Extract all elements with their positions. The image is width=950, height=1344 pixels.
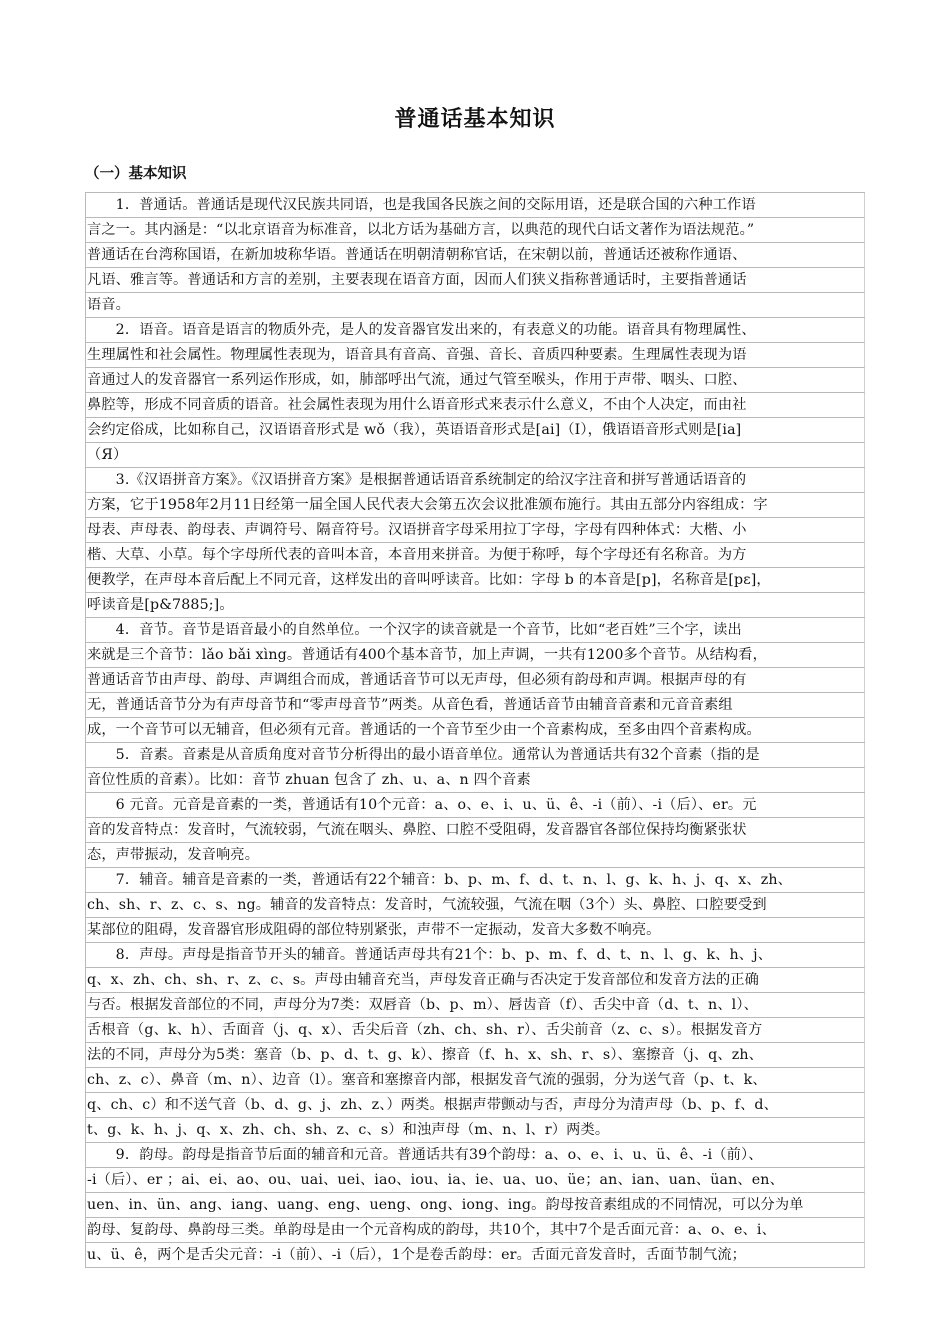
text-line: 5．音素。音素是从音质角度对音节分析得出的最小语音单位。通常认为普通话共有32个音素（指的是 [85, 743, 865, 768]
text-line: 便教学，在声母本音后配上不同元音，这样发出的音叫呼读音。比如：字母 b 的本音是[p]，名称音是[pɛ]， [85, 568, 865, 593]
text-line: u、ü、ê，两个是舌尖元音：-i（前）、-i（后），1个是卷舌韵母：er。舌面元音发音时，舌面节制气流； [85, 1243, 865, 1268]
paragraph-9 [85, 1142, 865, 1268]
paragraph-5 [85, 742, 865, 793]
text-line: 音的发音特点：发音时，气流较弱，气流在咽头、鼻腔、口腔不受阻碍，发音器官各部位保持均衡紧张状 [85, 818, 865, 843]
text-line: 成，一个音节可以无辅音，但必须有元音。普通话的一个音节至少由一个音素构成，至多由四个音素构成。 [85, 718, 865, 743]
text-line: 8．声母。声母是指音节开头的辅音。普通话声母共有21个：b、p、m、f、d、t、n、l、g、k、h、j、 [85, 943, 865, 968]
text-line: -i（后）、er ；ai、ei、ao、ou、uai、uei、iao、iou、ia、ie、ua、uo、üe；an、ian、uan、üan、en、 [85, 1168, 865, 1193]
text-line: 母表、声母表、韵母表、声调符号、隔音符号。汉语拼音字母采用拉丁字母，字母有四种体式：大楷、小 [85, 518, 865, 543]
text-line: 法的不同，声母分为5类：塞音（b、p、d、t、g、k）、擦音（f、h、x、sh、r、s）、塞擦音（j、q、zh、 [85, 1043, 865, 1068]
paragraph-3 [85, 467, 865, 618]
text-line: 楷、大草、小草。每个字母所代表的音叫本音，本音用来拼音。为便于称呼，每个字母还有名称音。为方 [85, 543, 865, 568]
text-line: ch、z、c）、鼻音（m、n）、边音（l）。塞音和塞擦音内部，根据发音气流的强弱，分为送气音（p、t、k、 [85, 1068, 865, 1093]
text-line: 来就是三个音节：lǎo bǎi xìng。普通话有400个基本音节，加上声调，一共有1200多个音节。从结构看， [85, 643, 865, 668]
text-line: 6 元音。元音是音素的一类，普通话有10个元音：a、o、e、i、u、ü、ê、-i（前）、-i（后）、er。元 [85, 793, 865, 818]
text-line: 音通过人的发音器官一系列运作形成，如，肺部呼出气流，通过气管至喉头，作用于声带、咽头、口腔、 [85, 368, 865, 393]
text-line: 音位性质的音素）。比如：音节 zhuan 包含了 zh、u、a、n 四个音素 [85, 768, 865, 793]
section-heading: （一）基本知识 [85, 165, 187, 182]
text-line: 与否。根据发音部位的不同，声母分为7类：双唇音（b、p、m）、唇齿音（f）、舌尖中音（d、t、n、l）、 [85, 993, 865, 1018]
text-line: 3.《汉语拼音方案》。《汉语拼音方案》是根据普通话语音系统制定的给汉字注音和拼写普通话语音的 [85, 468, 865, 493]
text-line: 4．音节。音节是语音最小的自然单位。一个汉字的读音就是一个音节，比如“老百姓”三个字，读出 [85, 618, 865, 643]
paragraph-4 [85, 617, 865, 743]
page-title: 普通话基本知识 [394, 106, 556, 132]
text-line: 无，普通话音节分为有声母音节和“零声母音节”两类。从音色看，普通话音节由辅音音素和元音音素组 [85, 693, 865, 718]
text-line: 韵母、复韵母、鼻韵母三类。单韵母是由一个元音构成的韵母，共10个，其中7个是舌面元音：a、o、e、i、 [85, 1218, 865, 1243]
text-line: 9．韵母。韵母是指音节后面的辅音和元音。普通话共有39个韵母：a、o、e、i、u、ü、ê、-i（前）、 [85, 1143, 865, 1168]
text-line: 2．语音。语音是语言的物质外壳，是人的发音器官发出来的，有表意义的功能。语音具有物理属性、 [85, 318, 865, 343]
text-line: 生理属性和社会属性。物理属性表现为，语音具有音高、音强、音长、音质四种要素。生理属性表现为语 [85, 343, 865, 368]
paragraph-8 [85, 942, 865, 1143]
text-line: 方案，它于1958年2月11日经第一届全国人民代表大会第五次会议批准颁布施行。其由五部分内容组成：字 [85, 493, 865, 518]
text-line: （Я） [85, 443, 865, 468]
text-line: 呼读音是[p&7885;]。 [85, 593, 865, 618]
text-line: 普通话在台湾称国语，在新加坡称华语。普通话在明朝清朝称官话，在宋朝以前，普通话还被称作通语、 [85, 243, 865, 268]
paragraph-1 [85, 192, 865, 318]
text-line: 1．普通话。普通话是现代汉民族共同语，也是我国各民族之间的交际用语，还是联合国的六种工作语 [85, 193, 865, 218]
text-line: ch、sh、r、z、c、s、ng。辅音的发音特点：发音时，气流较强，气流在咽（3个）头、鼻腔、口腔要受到 [85, 893, 865, 918]
text-line: q、ch、c）和不送气音（b、d、g、j、zh、z、）两类。根据声带颤动与否，声母分为清声母（b、p、f、d、 [85, 1093, 865, 1118]
text-line: 7．辅音。辅音是音素的一类，普通话有22个辅音：b、p、m、f、d、t、n、l、g、k、h、j、q、x、zh、 [85, 868, 865, 893]
paragraph-2 [85, 317, 865, 468]
text-line: 舌根音（g、k、h）、舌面音（j、q、x）、舌尖后音（zh、ch、sh、r）、舌尖前音（z、c、s）。根据发音方 [85, 1018, 865, 1043]
paragraph-7 [85, 867, 865, 943]
text-line: 会约定俗成，比如称自己，汉语语音形式是 wǒ（我），英语语音形式是[ai]（I），俄语语音形式则是[ia] [85, 418, 865, 443]
text-line: 某部位的阻碍，发音器官形成阻碍的部位特别紧张，声带不一定振动，发音大多数不响亮。 [85, 918, 865, 943]
text-line: 普通话音节由声母、韵母、声调组合而成，普通话音节可以无声母，但必须有韵母和声调。根据声母的有 [85, 668, 865, 693]
text-line: t、g、k、h、j、q、x、zh、ch、sh、z、c、s）和浊声母（m、n、l、r）两类。 [85, 1118, 865, 1143]
text-line: 凡语、雅言等。普通话和方言的差别，主要表现在语音方面，因而人们狭义指称普通话时，主要指普通话 [85, 268, 865, 293]
text-line: 鼻腔等，形成不同音质的语音。社会属性表现为用什么语音形式来表示什么意义，不由个人决定，而由社 [85, 393, 865, 418]
text-line: 言之一。其内涵是：“以北京语音为标准音，以北方话为基础方言，以典范的现代白话文著作为语法规范。” [85, 218, 865, 243]
text-line: uen、in、ün、ang、iang、uang、eng、ueng、ong、iong、ing。韵母按音素组成的不同情况，可以分为单 [85, 1193, 865, 1218]
text-line: 态，声带振动，发音响亮。 [85, 843, 865, 868]
paragraph-6 [85, 792, 865, 868]
text-line: 语音。 [85, 293, 865, 318]
text-line: q、x、zh、ch、sh、r、z、c、s。声母由辅音充当，声母发音正确与否决定于发音部位和发音方法的正确 [85, 968, 865, 993]
